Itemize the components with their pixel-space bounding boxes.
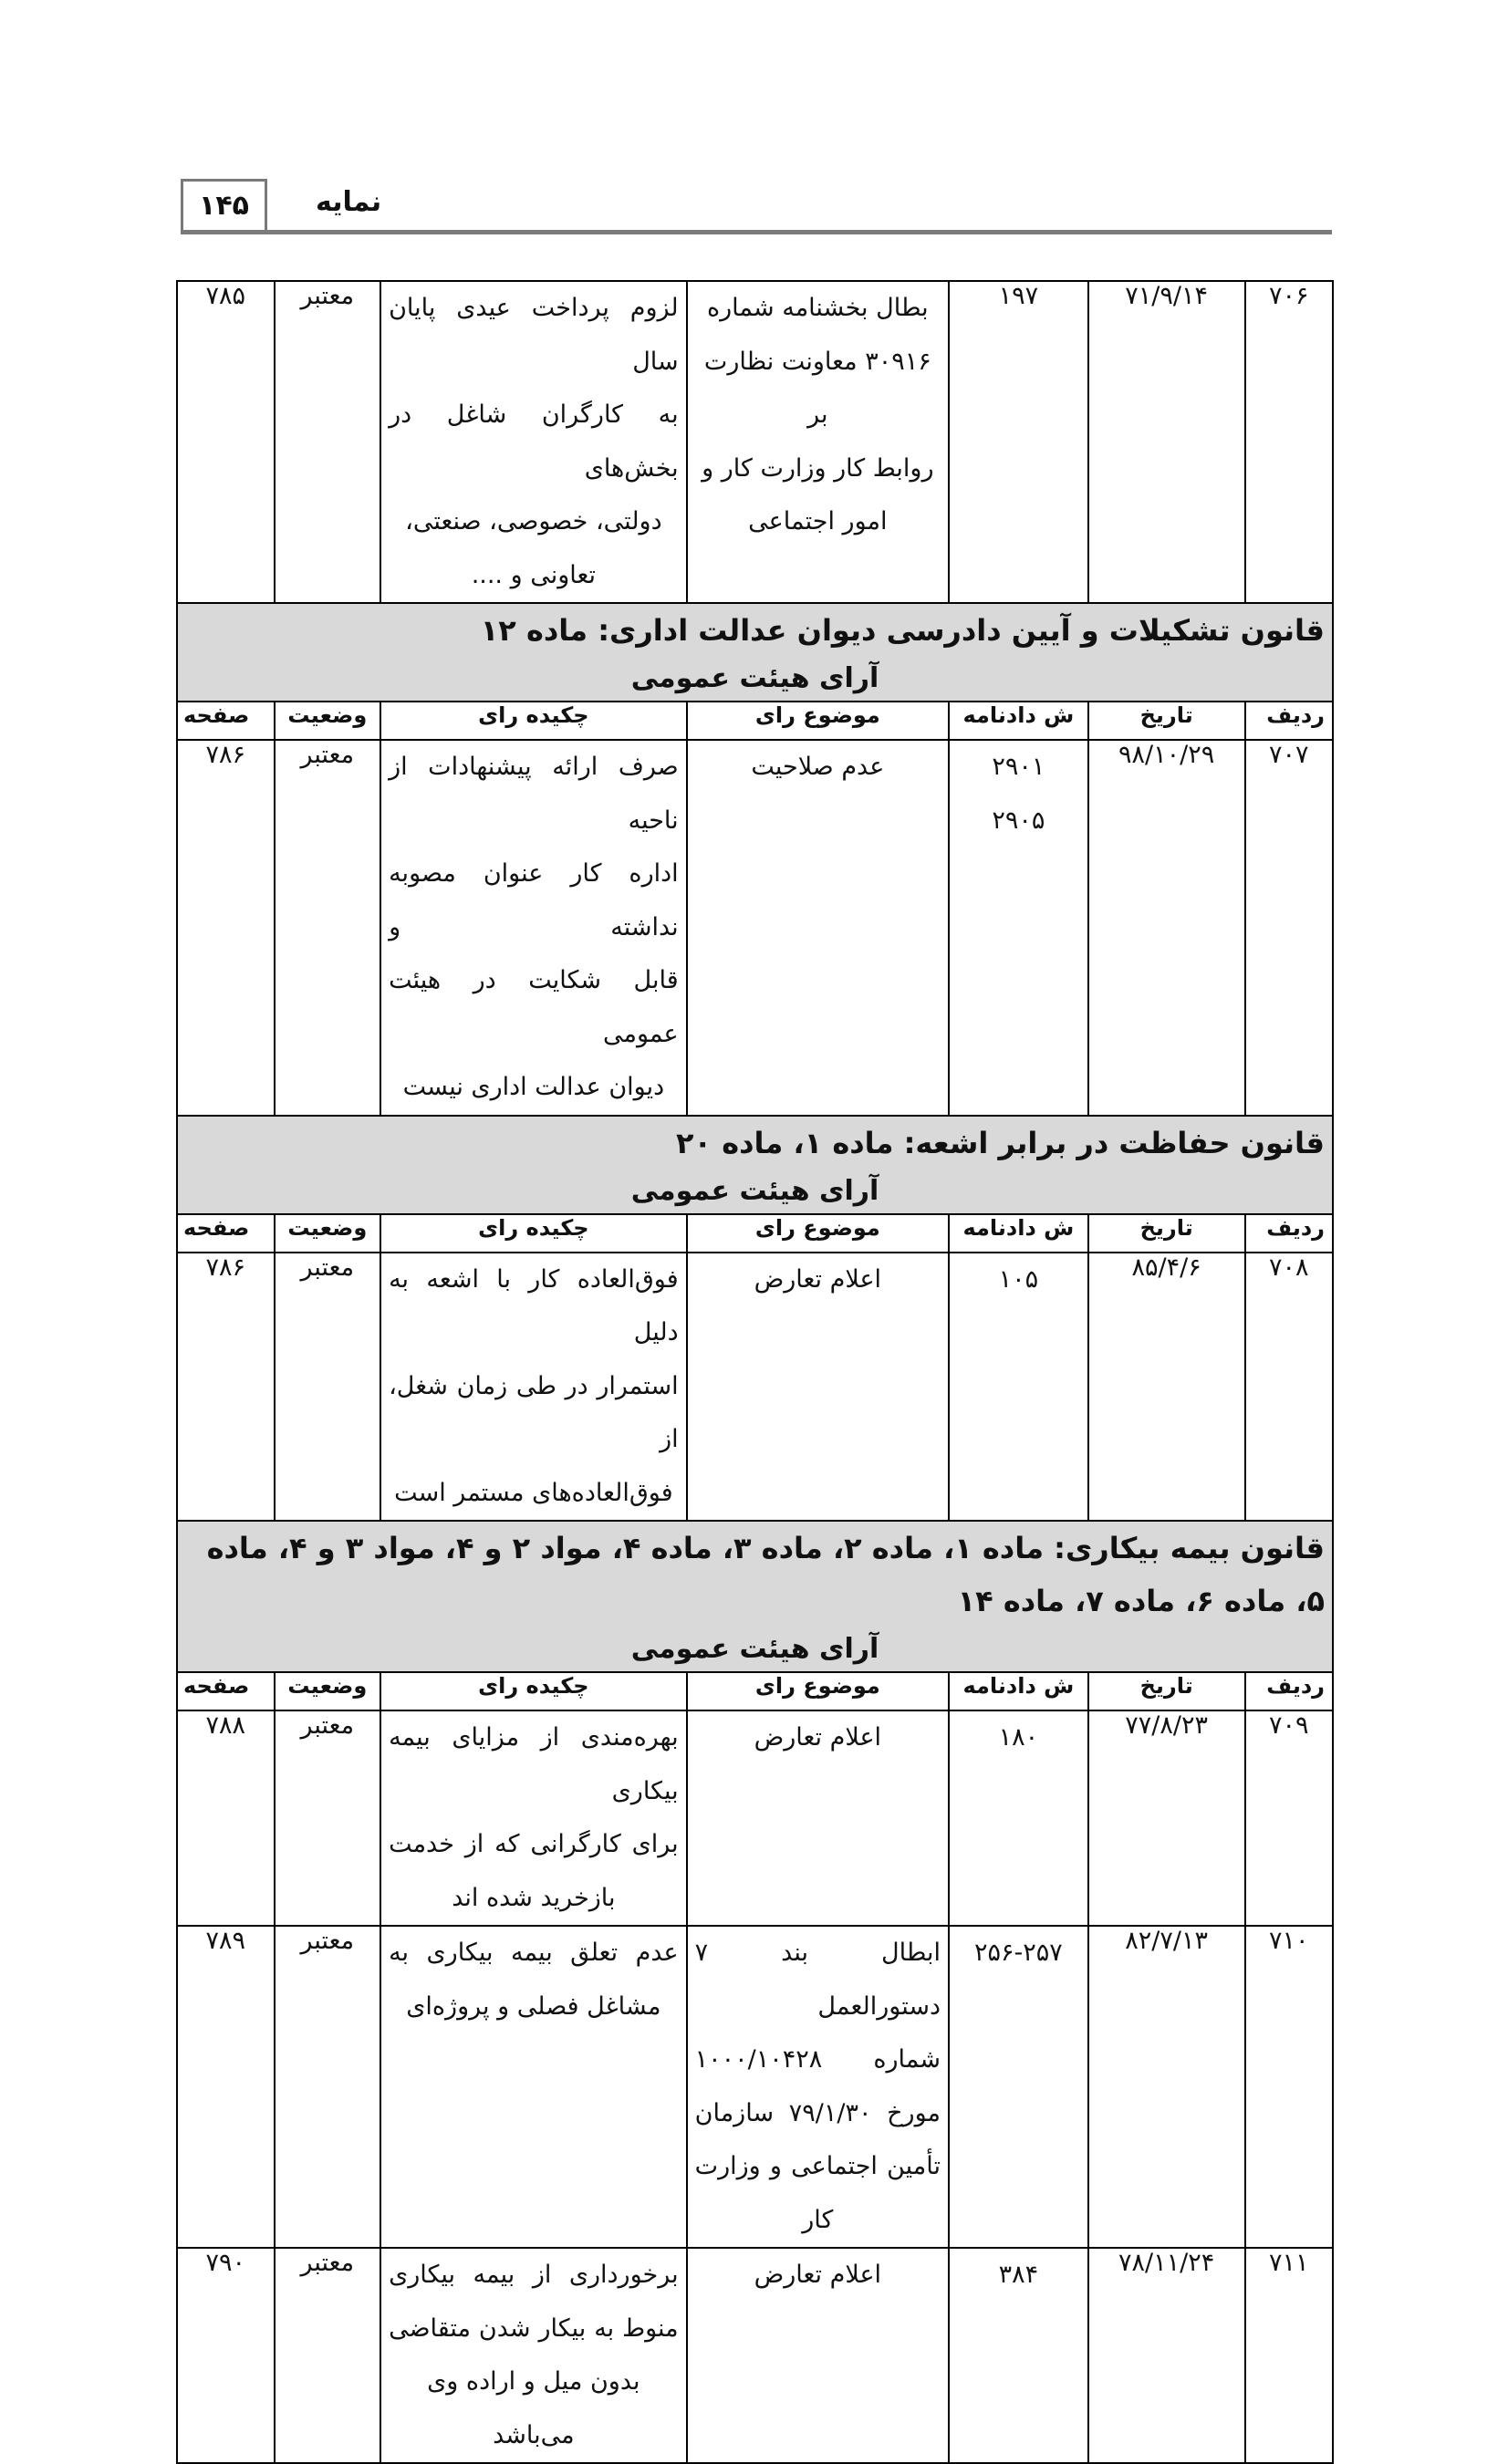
column-header-status: وضعیت	[275, 702, 381, 740]
column-header-subject: موضوع رای	[687, 1214, 949, 1253]
cell-date: ۸۵/۴/۶	[1088, 1253, 1245, 1522]
cell-date: ۷۱/۹/۱۴	[1088, 281, 1245, 603]
cell-summary	[380, 740, 687, 1116]
section-heading-row	[177, 603, 1333, 702]
line: فوق‌العاده کار با اشعه به دلیل	[389, 1264, 679, 1346]
line: روابط کار وزارت کار و	[702, 453, 934, 483]
cell-page: ۷۸۶	[177, 740, 275, 1116]
line: تعاونی و ....	[471, 560, 597, 589]
cell-status: معتبر	[275, 740, 381, 1116]
cell-row-number: ۷۰۸	[1245, 1253, 1333, 1522]
cell-ruling-number	[949, 1926, 1088, 2248]
cell-ruling-number	[949, 1253, 1088, 1522]
column-header-status: وضعیت	[275, 1672, 381, 1710]
cell-summary	[380, 1253, 687, 1522]
cell-date: ۹۸/۱۰/۲۹	[1088, 740, 1245, 1116]
line: ۳۸۴	[998, 2261, 1039, 2289]
law-section-heading	[177, 603, 1333, 702]
line: اعلام تعارض	[754, 2261, 882, 2289]
cell-subject	[687, 2248, 949, 2463]
cell-status: معتبر	[275, 1710, 381, 1926]
law-section-heading	[177, 1116, 1333, 1214]
column-header-summary: چکیده رای	[380, 702, 687, 740]
column-header-date: تاریخ	[1088, 1214, 1245, 1253]
line: بازخرید شده اند	[452, 1883, 616, 1912]
line: مورخ ۷۹/۱/۳۰ سازمان	[694, 2098, 941, 2127]
cell-status: معتبر	[275, 1253, 381, 1522]
cell-page: ۷۸۹	[177, 1926, 275, 2248]
cell-ruling-number	[949, 740, 1088, 1116]
line: استمرار در طی زمان شغل، از	[389, 1371, 679, 1453]
cell-subject	[687, 1253, 949, 1522]
page-header	[181, 179, 1332, 234]
line: به کارگران شاغل در بخش‌های	[389, 400, 679, 483]
table-row	[177, 1253, 1333, 1522]
line: ۱۸۰	[998, 1723, 1039, 1752]
line: ۳۰۹۱۶ معاونت نظارت بر	[703, 347, 931, 429]
table-row	[177, 1926, 1333, 2248]
line: کار	[802, 2205, 834, 2234]
cell-row-number: ۷۰۶	[1245, 281, 1333, 603]
cell-page: ۷۸۸	[177, 1710, 275, 1926]
cell-summary	[380, 281, 687, 603]
section-heading-row	[177, 1116, 1333, 1214]
column-header-summary: چکیده رای	[380, 1672, 687, 1710]
cell-ruling-number	[949, 2248, 1088, 2463]
cell-row-number: ۷۱۱	[1245, 2248, 1333, 2463]
law-title: قانون بیمه بیکاری: ماده ۱، ماده ۲، ماده ۳، ماده ۴، مواد ۲ و ۴، مواد ۳ و ۴، ماده ۵، ماده ۶، ماده ۷، ماده ۱۴	[206, 1531, 1325, 1618]
column-header-summary: چکیده رای	[380, 1214, 687, 1253]
line: منوط به بیکار شدن متقاضی	[389, 2313, 679, 2343]
line: فوق‌العاده‌های مستمر است	[394, 1478, 673, 1507]
cell-summary	[380, 2248, 687, 2463]
line: برخورداری از بیمه بیکاری	[389, 2261, 679, 2289]
line: ابطال بند ۷ دستورالعمل	[694, 1939, 941, 2021]
law-title: قانون حفاظت در برابر اشعه: ماده ۱، ماده ۲۰	[676, 1125, 1325, 1160]
column-header-row: ردیف	[1245, 702, 1333, 740]
line: ۲۵۶-۲۵۷	[973, 1939, 1063, 1967]
cell-date: ۷۸/۱۱/۲۴	[1088, 2248, 1245, 2463]
line: مشاغل فصلی و پروژه‌ای	[406, 1991, 661, 2021]
cell-ruling-number: ۱۹۷	[949, 281, 1088, 603]
index-table-body	[177, 281, 1333, 2463]
column-header-page: صفحه	[177, 702, 275, 740]
line: دولتی، خصوصی، صنعتی،	[405, 507, 662, 535]
table-row	[177, 740, 1333, 1116]
column-header-date: تاریخ	[1088, 1672, 1245, 1710]
line: تأمین اجتماعی و وزارت	[694, 2152, 941, 2180]
column-header-row: ردیف	[1245, 1214, 1333, 1253]
line: دیوان عدالت اداری نیست	[402, 1073, 665, 1101]
section-subtitle: آرای هیئت عمومی	[630, 662, 879, 694]
page-title: نمایه	[316, 186, 382, 218]
cell-page: ۷۹۰	[177, 2248, 275, 2463]
section-subtitle: آرای هیئت عمومی	[630, 1174, 879, 1207]
column-header-date: تاریخ	[1088, 702, 1245, 740]
cell-status: معتبر	[275, 1926, 381, 2248]
index-table	[176, 280, 1334, 2464]
line: بدون میل و اراده وی می‌باشد	[427, 2367, 640, 2449]
column-header-ruling-number: ش دادنامه	[949, 1214, 1088, 1253]
cell-ruling-number	[949, 1710, 1088, 1926]
line: برای کارگرانی که از خدمت	[389, 1830, 679, 1858]
table-row	[177, 1710, 1333, 1926]
column-header-row: ردیف	[1245, 1672, 1333, 1710]
section-subtitle: آرای هیئت عمومی	[630, 1633, 879, 1665]
line: ۲۹۰۱	[992, 753, 1045, 781]
column-header-row	[177, 1672, 1333, 1710]
cell-subject	[687, 281, 949, 603]
column-header-ruling-number: ش دادنامه	[949, 1672, 1088, 1710]
cell-status: معتبر	[275, 281, 381, 603]
line: قابل شکایت در هیئت عمومی	[389, 966, 679, 1048]
column-header-page: صفحه	[177, 1672, 275, 1710]
cell-date: ۸۲/۷/۱۳	[1088, 1926, 1245, 2248]
line: شماره ۱۰۰۰/۱۰۴۲۸	[694, 2045, 941, 2074]
line: ۲۹۰۵	[992, 806, 1045, 835]
cell-date: ۷۷/۸/۲۳	[1088, 1710, 1245, 1926]
table-row	[177, 281, 1333, 603]
line: امور اجتماعی	[748, 507, 888, 535]
line: اعلام تعارض	[754, 1723, 882, 1752]
line: عدم صلاحیت	[751, 753, 885, 781]
cell-page: ۷۸۶	[177, 1253, 275, 1522]
line: لزوم پرداخت عیدی پایان سال	[389, 294, 679, 376]
column-header-ruling-number: ش دادنامه	[949, 702, 1088, 740]
cell-row-number: ۷۱۰	[1245, 1926, 1333, 2248]
line: عدم تعلق بیمه بیکاری به	[389, 1939, 679, 1967]
table-row	[177, 2248, 1333, 2463]
cell-page: ۷۸۵	[177, 281, 275, 603]
cell-summary	[380, 1710, 687, 1926]
section-heading-row	[177, 1521, 1333, 1672]
column-header-row	[177, 1214, 1333, 1253]
line: ۱۰۵	[998, 1264, 1039, 1294]
column-header-subject: موضوع رای	[687, 702, 949, 740]
line: اعلام تعارض	[754, 1264, 882, 1294]
cell-row-number: ۷۰۹	[1245, 1710, 1333, 1926]
cell-summary	[380, 1926, 687, 2248]
column-header-status: وضعیت	[275, 1214, 381, 1253]
law-section-heading	[177, 1521, 1333, 1672]
column-header-row	[177, 702, 1333, 740]
line: بطال بخشنامه شماره	[707, 294, 929, 322]
cell-row-number: ۷۰۷	[1245, 740, 1333, 1116]
column-header-subject: موضوع رای	[687, 1672, 949, 1710]
column-header-page: صفحه	[177, 1214, 275, 1253]
line: اداره کار عنوان مصوبه نداشته و	[389, 859, 679, 941]
line: صرف ارائه پیشنهادات از ناحیه	[389, 753, 679, 835]
cell-subject	[687, 1926, 949, 2248]
cell-status: معتبر	[275, 2248, 381, 2463]
cell-subject	[687, 1710, 949, 1926]
cell-subject	[687, 740, 949, 1116]
law-title: قانون تشکیلات و آیین دادرسی دیوان عدالت اداری: ماده ۱۲	[480, 613, 1325, 648]
line: بهره‌مندی از مزایای بیمه بیکاری	[389, 1723, 679, 1805]
page-number: ۱۴۵	[181, 179, 267, 230]
